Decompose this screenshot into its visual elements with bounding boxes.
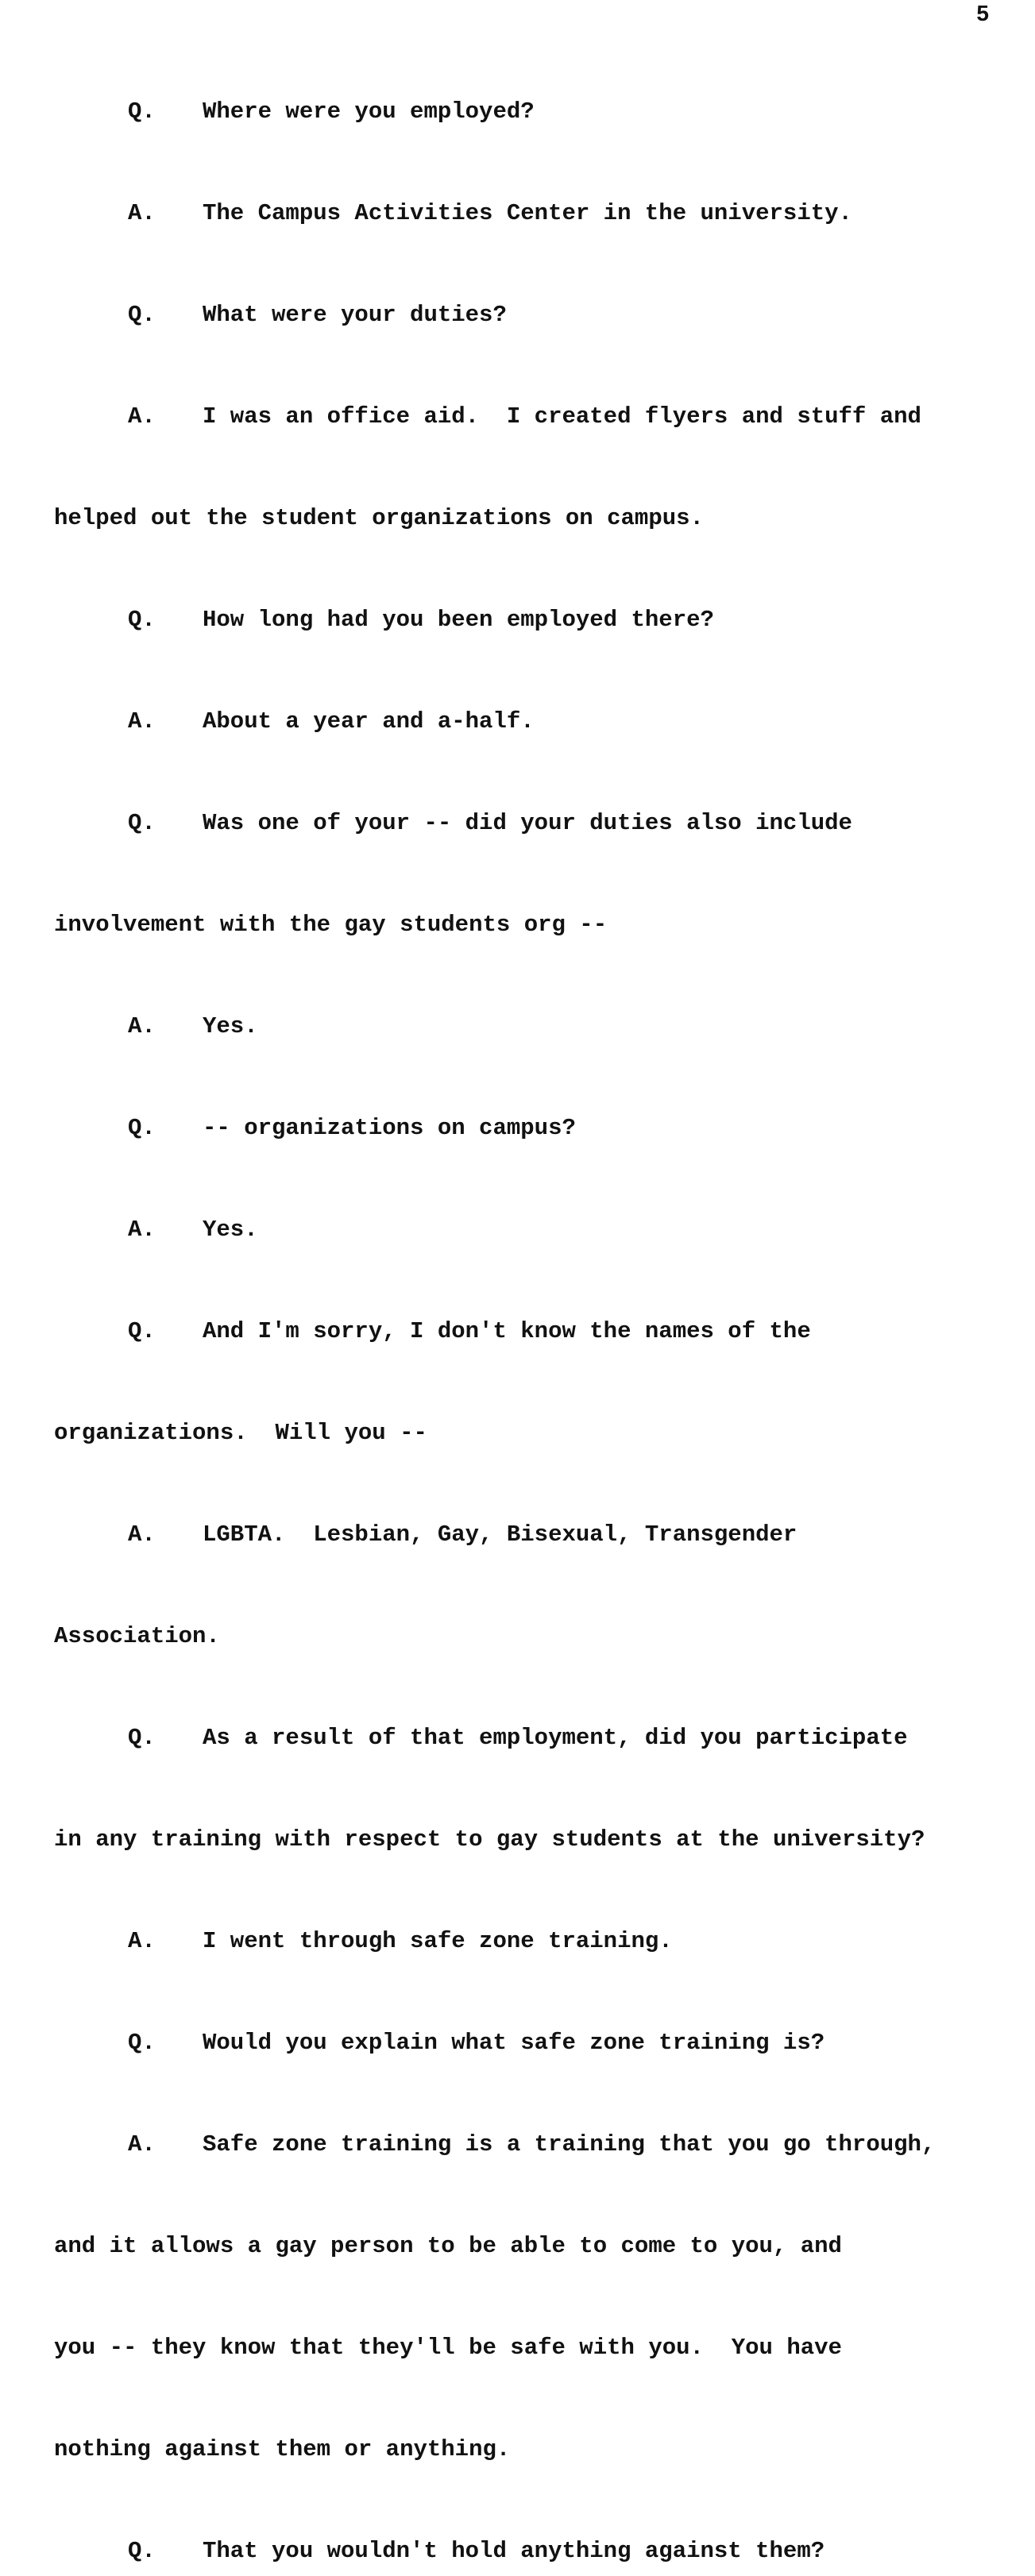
transcript-line [54, 96, 1007, 145]
transcript-line-continuation [54, 1824, 1007, 1873]
line-text: helped out the student organizations on campus. [54, 505, 704, 531]
speaker-label: A. [128, 2131, 156, 2158]
line-text: What were your duties? [203, 302, 507, 328]
transcript-line-continuation [54, 503, 1007, 552]
line-text: nothing against them or anything. [54, 2436, 511, 2462]
speaker-label: A. [128, 1521, 156, 1548]
line-text: Safe zone training is a training that you go through, [203, 2131, 936, 2158]
line-text: I went through safe zone training. [203, 1928, 673, 1954]
line-text: Yes. [203, 1217, 258, 1243]
transcript-body [54, 44, 1007, 2576]
transcript-line [54, 2536, 1007, 2576]
transcript-line [54, 1113, 1007, 1162]
line-text: -- organizations on campus? [203, 1115, 576, 1141]
speaker-label: A. [128, 200, 156, 226]
speaker-label: Q. [128, 1318, 156, 1344]
transcript-line [54, 1519, 1007, 1568]
transcript-line-continuation [54, 909, 1007, 958]
transcript-line-continuation [54, 2332, 1007, 2381]
line-text: in any training with respect to gay students at the university? [54, 1826, 925, 1853]
transcript-line [54, 1722, 1007, 1772]
speaker-label: Q. [128, 1115, 156, 1141]
transcript-line-continuation [54, 2231, 1007, 2280]
speaker-label: Q. [128, 1725, 156, 1751]
speaker-label: Q. [128, 302, 156, 328]
transcript-line [54, 2129, 1007, 2178]
speaker-label: Q. [128, 607, 156, 633]
line-text: As a result of that employment, did you participate [203, 1725, 908, 1751]
speaker-label: A. [128, 403, 156, 430]
transcript-line [54, 1926, 1007, 1975]
speaker-label: A. [128, 708, 156, 735]
line-text: Yes. [203, 1013, 258, 1039]
line-text: I was an office aid. I created flyers and stuff and [203, 403, 921, 430]
line-text: Would you explain what safe zone training is? [203, 2030, 825, 2056]
speaker-label: A. [128, 1217, 156, 1243]
transcript-line-continuation [54, 2434, 1007, 2483]
transcript-line [54, 706, 1007, 755]
line-text: Association. [54, 1623, 220, 1649]
transcript-line-continuation [54, 1417, 1007, 1467]
line-text: About a year and a-half. [203, 708, 535, 735]
line-text: organizations. Will you -- [54, 1420, 427, 1446]
line-text: How long had you been employed there? [203, 607, 714, 633]
line-text: involvement with the gay students org -- [54, 912, 608, 938]
transcript-line [54, 1316, 1007, 1365]
line-text: LGBTA. Lesbian, Gay, Bisexual, Transgender [203, 1521, 797, 1548]
transcript-line [54, 299, 1007, 349]
transcript-line [54, 1214, 1007, 1263]
speaker-label: A. [128, 1928, 156, 1954]
speaker-label: Q. [128, 2538, 156, 2564]
line-text: The Campus Activities Center in the university. [203, 200, 852, 226]
line-text: Where were you employed? [203, 98, 535, 125]
line-text: That you wouldn't hold anything against them? [203, 2538, 825, 2564]
transcript-line [54, 808, 1007, 857]
line-text: And I'm sorry, I don't know the names of the [203, 1318, 811, 1344]
line-text: and it allows a gay person to be able to come to you, and [54, 2233, 842, 2259]
page-number: 5 [976, 1, 989, 25]
speaker-label: A. [128, 1013, 156, 1039]
transcript-line [54, 604, 1007, 654]
speaker-label: Q. [128, 810, 156, 836]
speaker-label: Q. [128, 2030, 156, 2056]
transcript-line-continuation [54, 1621, 1007, 1670]
transcript-line [54, 1011, 1007, 1060]
transcript-line [54, 401, 1007, 450]
line-text: you -- they know that they'll be safe with you. You have [54, 2335, 842, 2361]
line-text: Was one of your -- did your duties also include [203, 810, 852, 836]
transcript-line [54, 198, 1007, 247]
speaker-label: Q. [128, 98, 156, 125]
transcript-line [54, 2027, 1007, 2077]
